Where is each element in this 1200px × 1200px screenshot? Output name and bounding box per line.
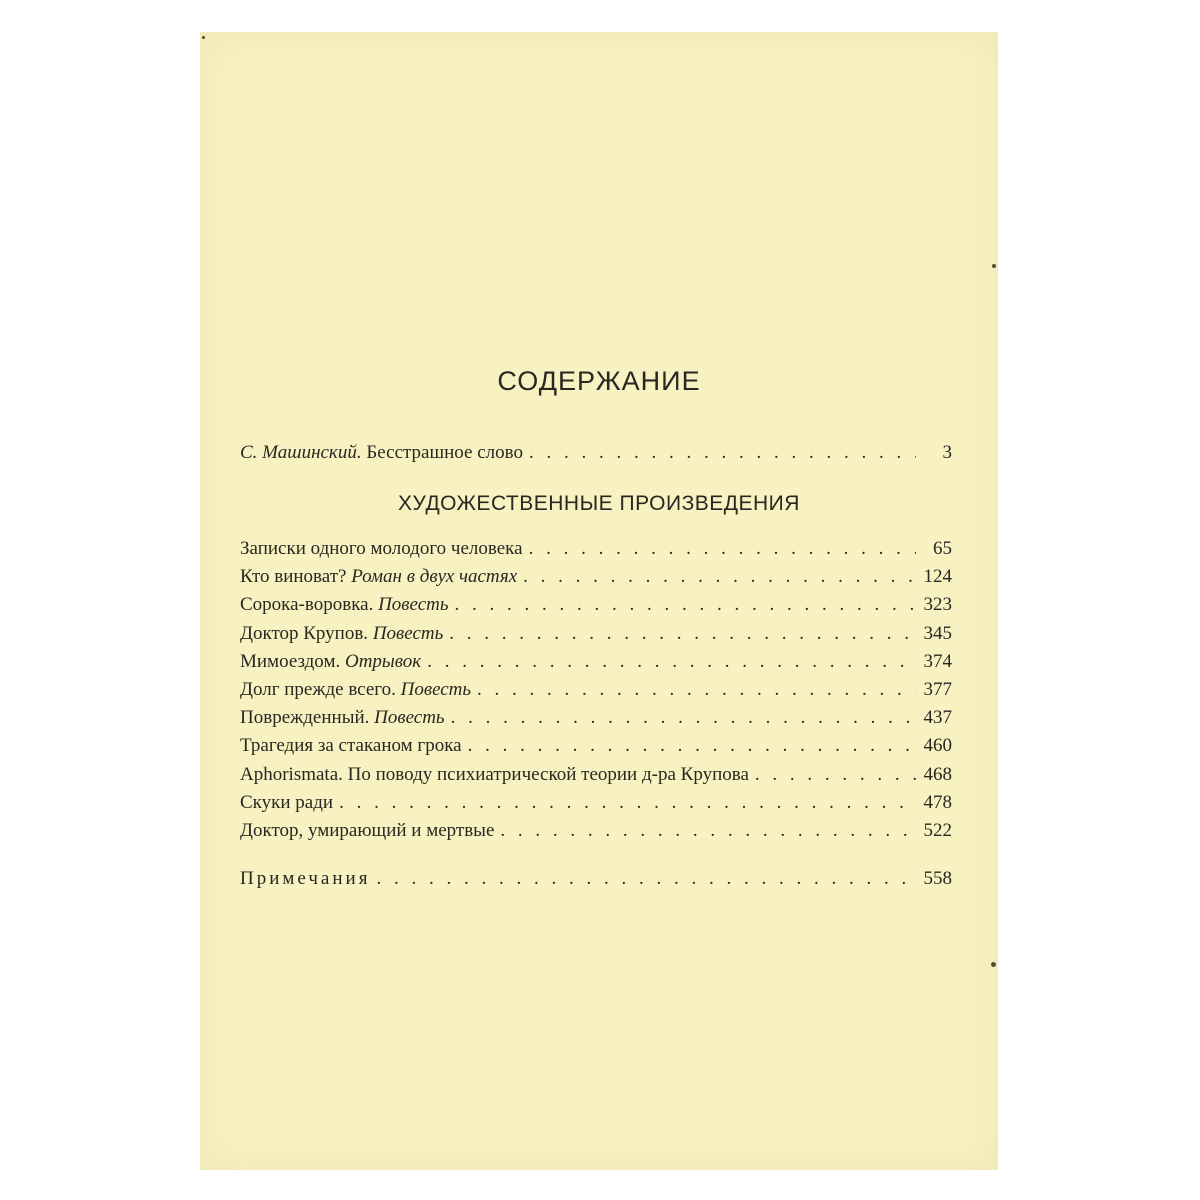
dot-leader bbox=[523, 566, 916, 588]
entry-subtitle: Повесть bbox=[374, 707, 445, 729]
toc-entry[interactable] bbox=[240, 707, 952, 735]
entry-subtitle: Роман в двух частях bbox=[351, 566, 518, 588]
dot-leader bbox=[755, 764, 916, 786]
dot-leader bbox=[477, 679, 916, 701]
entry-title: Сорока-воровка. bbox=[240, 594, 374, 616]
notes-page-number: 558 bbox=[923, 868, 952, 889]
entry-title: Долг прежде всего. bbox=[240, 679, 396, 700]
entry-page-number: 460 bbox=[923, 735, 952, 757]
toc-entry[interactable] bbox=[240, 820, 952, 848]
toc-entry[interactable] bbox=[240, 538, 952, 566]
dot-leader bbox=[500, 820, 916, 842]
toc-entry[interactable] bbox=[240, 623, 952, 651]
toc-entry[interactable] bbox=[240, 651, 952, 679]
entry-title: Поврежденный. bbox=[240, 707, 370, 729]
entry-subtitle: Отрывок bbox=[344, 650, 422, 672]
entry-page-number: 65 bbox=[933, 538, 952, 559]
entry-subtitle: Повесть bbox=[372, 622, 444, 644]
dot-leader bbox=[529, 538, 916, 560]
toc-entry[interactable] bbox=[240, 679, 952, 707]
toc-entry[interactable] bbox=[240, 594, 952, 622]
entry-page-number: 124 bbox=[923, 566, 952, 588]
toc-entry[interactable] bbox=[240, 735, 952, 763]
entry-page-number: 377 bbox=[923, 679, 952, 700]
intro-author: С. Машинский. bbox=[240, 442, 362, 463]
toc-entry[interactable] bbox=[240, 764, 952, 792]
ink-speck bbox=[992, 264, 996, 268]
notes-title: Примечания bbox=[240, 868, 371, 889]
dot-leader bbox=[339, 792, 916, 814]
entry-title: Мимоездом. bbox=[240, 650, 341, 672]
entry-subtitle: Повесть bbox=[400, 679, 472, 700]
dot-leader bbox=[468, 735, 916, 757]
toc-entry[interactable] bbox=[240, 566, 952, 594]
entry-title: Доктор, умирающий и мертвые bbox=[240, 820, 495, 841]
dot-leader bbox=[455, 594, 916, 616]
contents-heading: СОДЕРЖАНИЕ bbox=[497, 366, 701, 396]
entry-page-number: 437 bbox=[923, 707, 952, 729]
entry-page-number: 468 bbox=[923, 763, 952, 785]
dot-leader bbox=[427, 651, 916, 673]
toc-entry-notes[interactable] bbox=[240, 868, 952, 896]
toc-entry[interactable] bbox=[240, 792, 952, 820]
intro-title: Бесстрашное слово bbox=[366, 442, 523, 463]
entry-title: Скуки ради bbox=[240, 791, 334, 813]
dot-leader bbox=[451, 707, 916, 729]
entry-page-number: 323 bbox=[923, 594, 952, 616]
dot-leader bbox=[449, 623, 916, 645]
entry-page-number: 478 bbox=[923, 791, 952, 813]
entry-title: Доктор Крупов. bbox=[240, 622, 369, 644]
entry-title: Трагедия за стаканом грока bbox=[240, 735, 462, 757]
entry-title: Записки одного молодого человека bbox=[240, 538, 523, 559]
entry-subtitle: Повесть bbox=[378, 594, 449, 616]
entry-page-number: 522 bbox=[923, 820, 952, 841]
dot-leader bbox=[529, 442, 916, 464]
book-page bbox=[200, 32, 998, 1170]
entry-title: Кто виноват? bbox=[240, 566, 347, 588]
dot-leader bbox=[376, 868, 916, 890]
intro-page-number: 3 bbox=[942, 442, 952, 463]
entry-page-number: 345 bbox=[923, 622, 952, 644]
entry-title: Aphorismata. По поводу психиатрической теории д-ра Крупова bbox=[240, 763, 749, 785]
ink-speck bbox=[202, 36, 205, 39]
entry-page-number: 374 bbox=[923, 650, 952, 672]
ink-speck bbox=[991, 962, 996, 967]
toc-entry-intro[interactable] bbox=[240, 442, 952, 470]
section-heading: ХУДОЖЕСТВЕННЫЕ ПРОИЗВЕДЕНИЯ bbox=[398, 492, 800, 515]
